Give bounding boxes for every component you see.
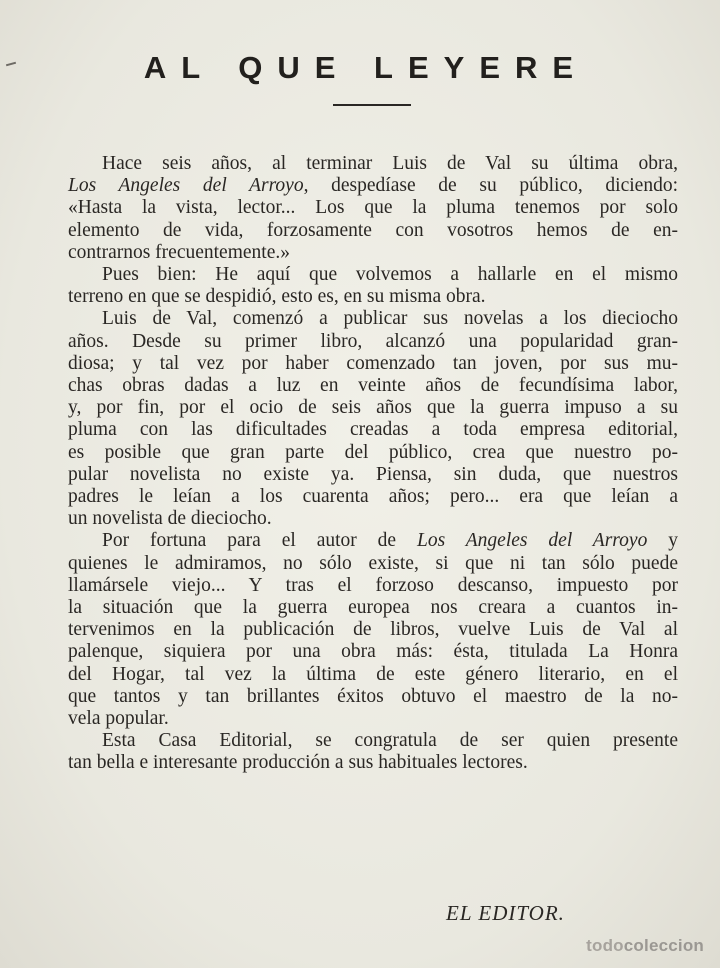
text-line: un novelista de dieciocho. (68, 508, 272, 530)
page-title: AL QUE LEYERE (143, 50, 589, 85)
text-line: es posible que gran parte del público, crea que nuestro po- (68, 441, 678, 463)
text-line: contrarnos frecuentemente.» (68, 241, 290, 263)
text-line: pluma con las dificultades creadas a toda empresa editorial, (68, 419, 678, 441)
text-line: tervenimos en la publicación de libros, vuelve Luis de Val al (68, 619, 678, 641)
text-line: elemento de vida, forzosamente con vosotros hemos de en- (68, 219, 678, 241)
text-line: la situación que la guerra europea nos creara a cuantos in- (68, 597, 678, 619)
text-segment: Por fortuna para el autor de (102, 530, 418, 552)
text-line: pular novelista no existe ya. Piensa, sin duda, que nuestros (68, 463, 678, 485)
body-text (68, 153, 678, 775)
text-line: terreno en que se despidió, esto es, en su misma obra. (68, 286, 486, 308)
paragraph (68, 730, 678, 774)
text-line (68, 175, 678, 197)
book-title: Los Angeles del Arroyo (68, 175, 304, 197)
text-line: palenque, siquiera por una obra más: ésta, titulada La Honra (68, 641, 678, 663)
book-title: Los Angeles del Arroyo (417, 530, 648, 552)
text-line: del Hogar, tal vez la última de este género literario, en el (68, 663, 678, 685)
text-line: años. Desde su primer libro, alcanzó una popularidad gran- (68, 330, 678, 352)
text-line: Esta Casa Editorial, se congratula de ser quien presente (102, 730, 678, 752)
text-line: chas obras dadas a luz en veinte años de fecundísima labor, (68, 375, 678, 397)
signature: EL EDITOR. (446, 901, 565, 925)
paragraph (68, 264, 678, 308)
paragraph (68, 308, 678, 530)
text-line (68, 530, 678, 552)
text-line: quienes le admiramos, no sólo existe, si que ni tan sólo puede (68, 552, 678, 574)
text-line: tan bella e interesante producción a sus habituales lectores. (68, 752, 528, 774)
watermark-part-2: coleccion (623, 936, 704, 955)
text-line: que tantos y tan brillantes éxitos obtuvo el maestro de la no- (68, 685, 678, 707)
text-line: y, por fin, por el ocio de seis años que la guerra impuso a su (68, 397, 678, 419)
paragraph (68, 153, 678, 264)
watermark-part-1: todo (586, 936, 624, 955)
title-rule (333, 104, 411, 106)
text-line: padres le leían a los cuarenta años; pero... era que leían a (68, 486, 678, 508)
text-line: Luis de Val, comenzó a publicar sus novelas a los dieciocho (102, 308, 678, 330)
text-line: diosa; y tal vez por haber comenzado tan joven, por sus mu- (68, 352, 678, 374)
text-line: Hace seis años, al terminar Luis de Val su última obra, (102, 153, 678, 174)
watermark (586, 936, 704, 956)
text-line: Pues bien: He aquí que volvemos a hallarle en el mismo (102, 264, 678, 286)
paragraph (68, 530, 678, 730)
text-line: llamársele viejo... Y tras el forzoso descanso, impuesto por (68, 574, 678, 596)
text-line: vela popular. (68, 708, 169, 730)
text-segment: y (647, 530, 678, 552)
text-segment: , despedíase de su público, diciendo: (303, 175, 678, 197)
text-line: «Hasta la vista, lector... Los que la pluma tenemos por solo (68, 197, 678, 219)
